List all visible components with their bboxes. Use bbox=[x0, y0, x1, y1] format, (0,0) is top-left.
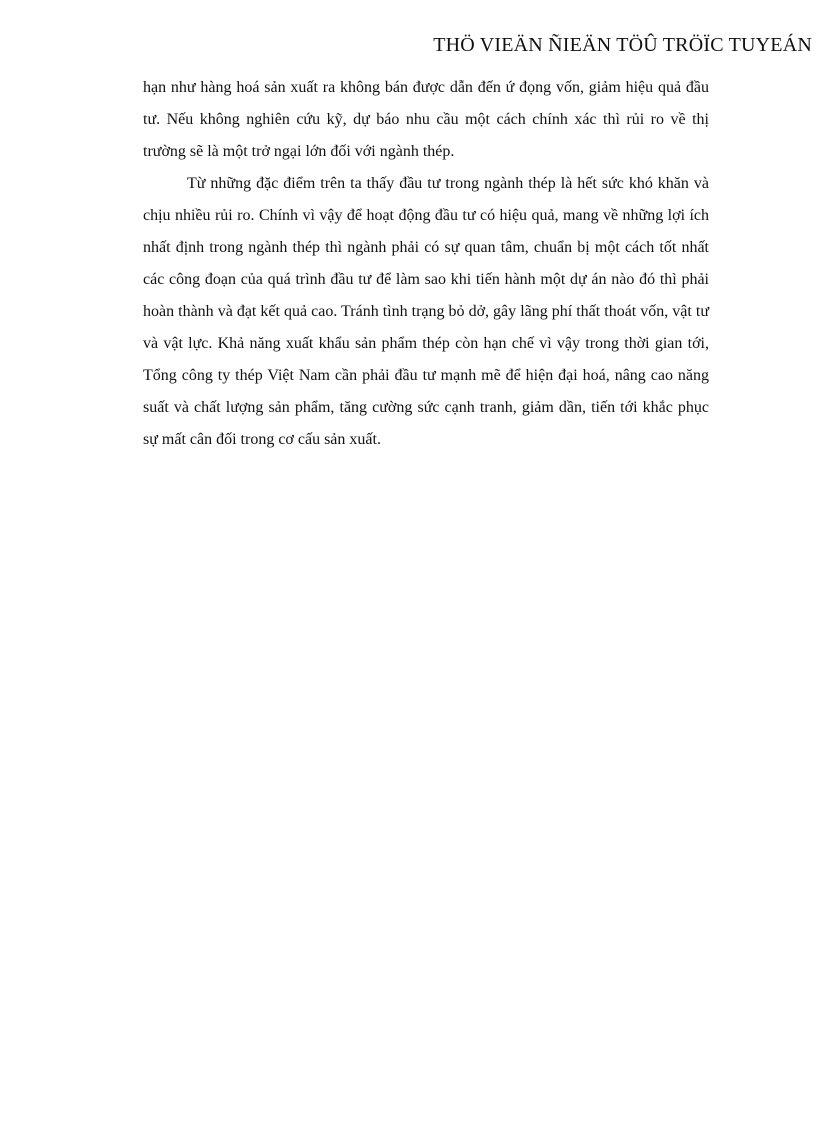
paragraph-main: Từ những đặc điểm trên ta thấy đầu tư trong ngành thép là hết sức khó khăn và chịu nhiều rủi ro. Chính vì vậy để hoạt động đầu tư có hiệu quả, mang về những lợi ích nhất định trong ngành thép thì ngành phải có sự quan tâm, chuẩn bị một cách tốt nhất các công đoạn của quá trình đầu tư để làm sao khi tiến hành một dự án nào đó thì phải hoàn thành và đạt kết quả cao. Tránh tình trạng bỏ dở, gây lãng phí thất thoát vốn, vật tư và vật lực. Khả năng xuất khẩu sản phẩm thép còn hạn chế vì vậy trong thời gian tới, Tổng công ty thép Việt Nam cần phải đầu tư mạnh mẽ để hiện đại hoá, nâng cao năng suất và chất lượng sản phẩm, tăng cường sức cạnh tranh, giảm dần, tiến tới khắc phục sự mất cân đối trong cơ cấu sản xuất. bbox=[143, 175, 709, 448]
page-header-title: THÖ VIEÄN ÑIEÄN TÖÛ TRÖÏC TUYEÁN bbox=[433, 34, 812, 56]
document-body bbox=[143, 72, 709, 456]
paragraph-continuation: hạn như hàng hoá sản xuất ra không bán được dẫn đến ứ đọng vốn, giảm hiệu quả đầu tư. Nếu không nghiên cứu kỹ, dự báo nhu cầu một cách chính xác thì rủi ro về thị trường sẽ là một trở ngại lớn đối với ngành thép. bbox=[143, 79, 709, 160]
